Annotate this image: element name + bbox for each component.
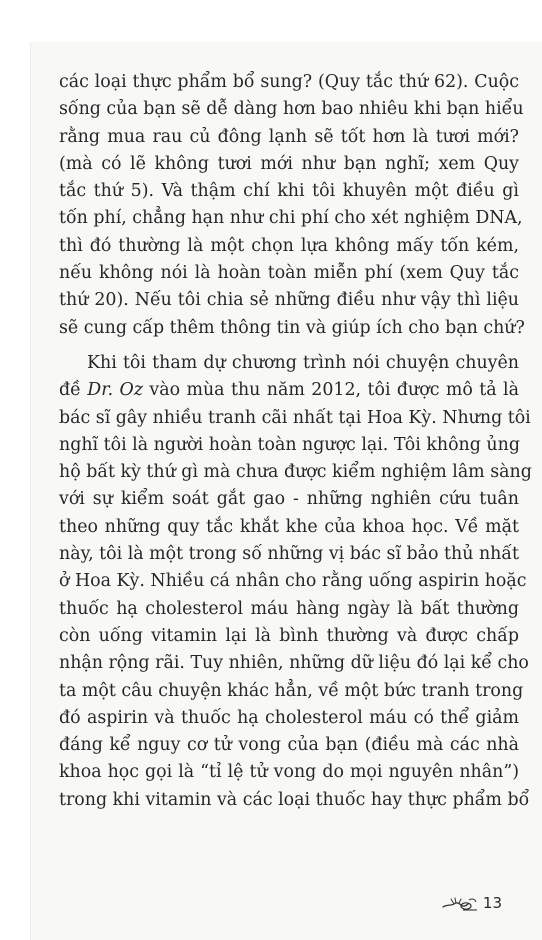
text-line: này, tôi là một trong số những vị bác sĩ bảo thủ nhất <box>59 544 519 565</box>
text-line: nghĩ tôi là người hoàn toàn ngược lại. Tôi không ủng <box>59 434 520 455</box>
text-line: khoa học gọi là “tỉ lệ tử vong do mọi nguyên nhân”) <box>59 762 519 783</box>
text-line: trong khi vitamin và các loại thuốc hay thực phẩm bổ <box>59 789 530 810</box>
text-line: rằng mua rau củ đông lạnh sẽ tốt hơn là tươi mới? <box>59 126 519 147</box>
text-line: với sự kiểm soát gắt gao - những nghiên cứu tuân <box>59 489 519 510</box>
text-line: Khi tôi tham dự chương trình nói chuyện chuyên <box>87 352 519 373</box>
text-line: theo những quy tắc khắt khe của khoa học. Về mặt <box>59 516 519 537</box>
paragraph-gap <box>59 342 519 350</box>
text-line: bác sĩ gây nhiều tranh cãi nhất tại Hoa Kỳ. Nhưng tôi <box>59 407 531 428</box>
paragraph-2 <box>59 350 532 814</box>
text-line: thì đó thường là một chọn lựa không mấy tốn kém, <box>59 235 519 256</box>
mortar-pestle-doodle-icon <box>441 894 479 912</box>
book-page <box>30 42 542 940</box>
text-line: tốn phí, chẳng hạn như chi phí cho xét nghiệm DNA, <box>59 208 523 229</box>
body-text <box>59 69 532 814</box>
text-run: đề <box>59 380 88 401</box>
show-title: Dr. Oz <box>87 380 143 401</box>
text-run: vào mùa thu năm 2012, tôi được mô tả là <box>142 380 519 401</box>
text-line: thuốc hạ cholesterol máu hàng ngày là bất thường <box>59 598 519 619</box>
text-line: thứ 20). Nếu tôi chia sẻ những điều như vậy thì liệu <box>59 290 519 311</box>
text-line: nhận rộng rãi. Tuy nhiên, những dữ liệu đó lại kể cho <box>59 653 529 674</box>
text-line: (mà có lẽ không tươi mới như bạn nghĩ; xem Quy <box>59 153 519 174</box>
text-line: còn uống vitamin lại là bình thường và được chấp <box>59 625 519 646</box>
text-line: sống của bạn sẽ dễ dàng hơn bao nhiêu khi bạn hiểu <box>59 99 524 120</box>
text-line: tắc thứ 5). Và thậm chí khi tôi khuyên một điều gì <box>59 181 519 202</box>
text-line: các loại thực phẩm bổ sung? (Quy tắc thứ 62). Cuộc <box>59 72 519 92</box>
page-number: 13 <box>482 894 502 912</box>
page-footer <box>441 894 502 912</box>
text-line: hộ bất kỳ thứ gì mà chưa được kiểm nghiệm lâm sàng <box>59 462 532 483</box>
paragraph-1 <box>59 69 525 342</box>
text-line: đó aspirin và thuốc hạ cholesterol máu có thể giảm <box>59 707 519 728</box>
text-line: ta một câu chuyện khác hẳn, về một bức tranh trong <box>59 680 524 701</box>
text-line: ở Hoa Kỳ. Nhiều cá nhân cho rằng uống aspirin hoặc <box>59 571 527 592</box>
text-line <box>59 377 519 404</box>
text-line: sẽ cung cấp thêm thông tin và giúp ích cho bạn chứ? <box>59 317 525 338</box>
text-line: đáng kể nguy cơ tử vong của bạn (điều mà các nhà <box>59 735 519 756</box>
text-line: nếu không nói là hoàn toàn miễn phí (xem Quy tắc <box>59 263 519 284</box>
